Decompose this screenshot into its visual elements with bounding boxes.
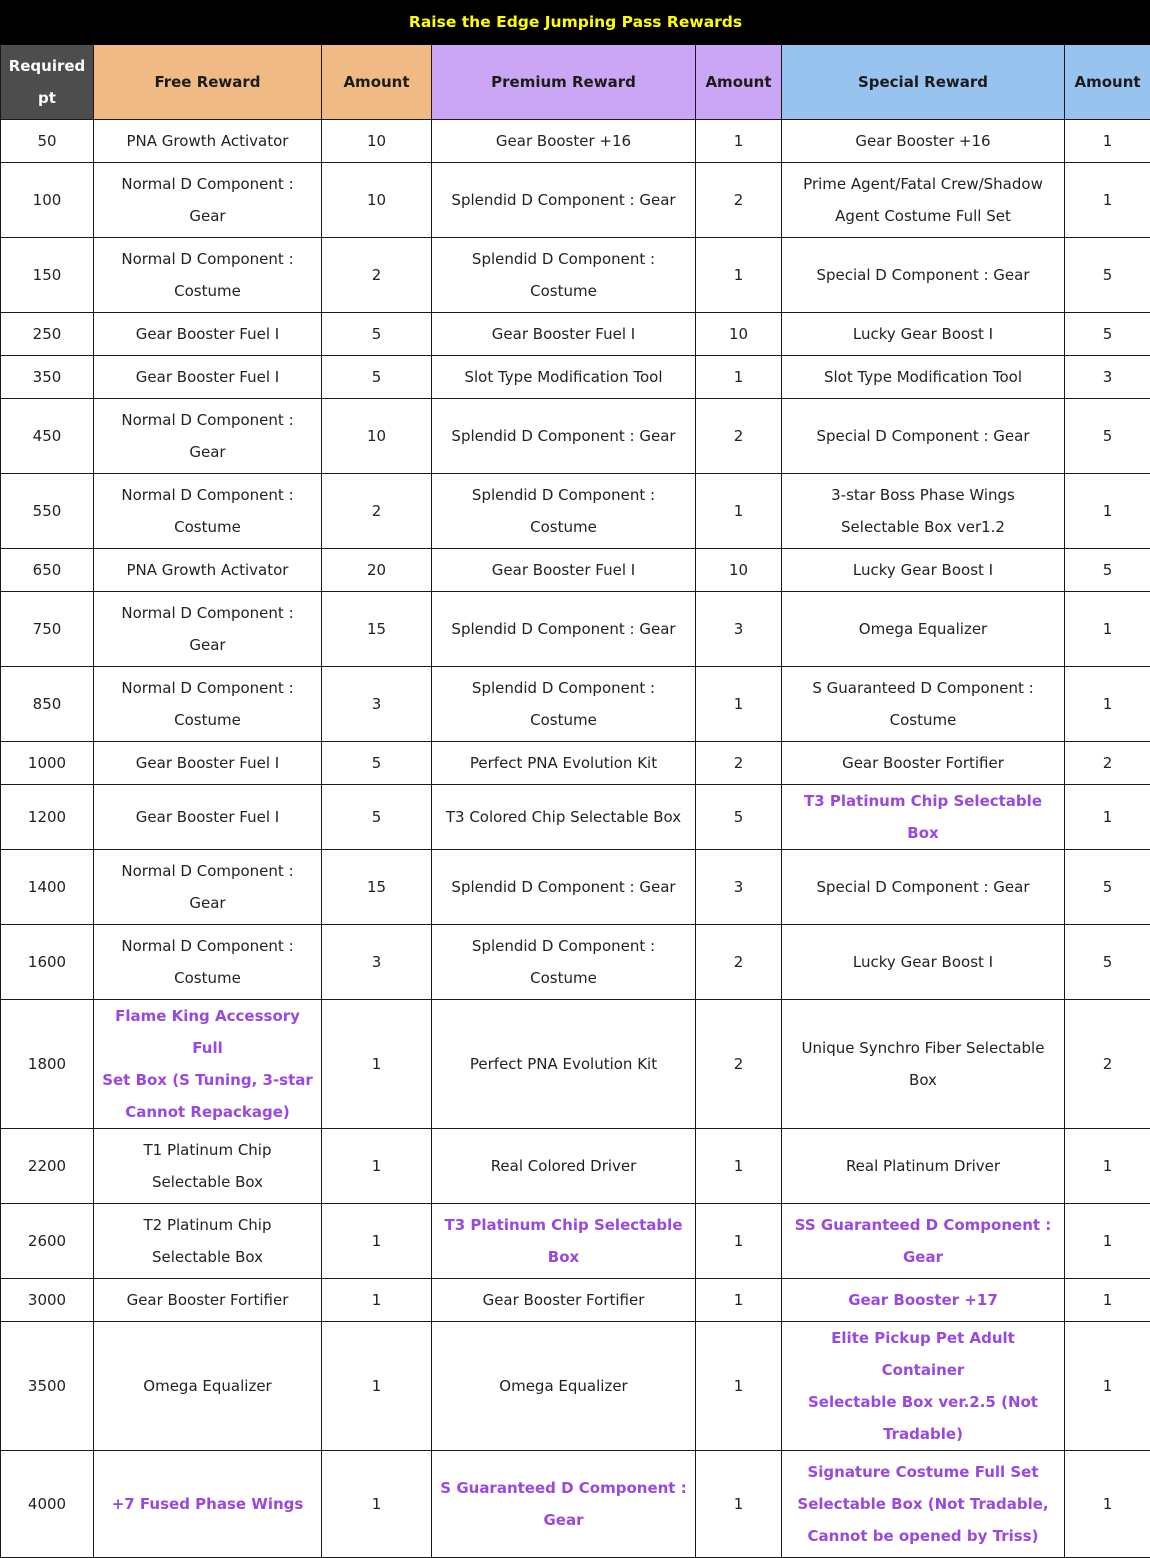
special-amount-cell: 1	[1065, 474, 1150, 549]
premium-reward-cell	[432, 549, 696, 592]
special-reward-cell	[782, 667, 1065, 742]
special-amount-cell: 5	[1065, 925, 1150, 1000]
free-reward-cell-line: Set Box (S Tuning, 3-star	[102, 1071, 313, 1089]
special-amount-cell: 1	[1065, 1279, 1150, 1322]
special-amount-cell: 5	[1065, 238, 1150, 313]
free-reward-cell	[94, 1279, 322, 1322]
free-amount-cell: 5	[322, 313, 432, 356]
free-reward-cell	[94, 1322, 322, 1451]
special-reward-cell-line: Real Platinum Driver	[846, 1157, 1000, 1175]
free-amount-cell: 1	[322, 1204, 432, 1279]
free-reward-cell-line: Normal D Component :	[121, 679, 293, 697]
free-amount-cell: 15	[322, 850, 432, 925]
required-pt-cell: 1600	[1, 925, 94, 1000]
required-pt-cell: 850	[1, 667, 94, 742]
special-amount-cell: 5	[1065, 313, 1150, 356]
premium-reward-cell-line: Costume	[530, 282, 597, 300]
special-amount-cell: 1	[1065, 592, 1150, 667]
free-reward-cell-line: Costume	[174, 969, 241, 987]
table-row	[1, 399, 1150, 474]
premium-reward-cell	[432, 1279, 696, 1322]
special-reward-cell-line: T3 Platinum Chip Selectable Box	[804, 792, 1042, 842]
header-free-amount: Amount	[322, 45, 432, 120]
special-reward-cell-line: Prime Agent/Fatal Crew/Shadow	[803, 175, 1043, 193]
premium-reward-cell-line: Gear Booster Fortifier	[483, 1291, 645, 1309]
premium-reward-cell-line: Splendid D Component :	[472, 937, 655, 955]
free-amount-cell: 1	[322, 1322, 432, 1451]
free-reward-cell-line: Costume	[174, 711, 241, 729]
table-row	[1, 1451, 1150, 1558]
special-reward-cell-line: Selectable Box (Not Tradable,	[797, 1495, 1048, 1513]
special-reward-cell	[782, 742, 1065, 785]
special-reward-cell-line: Selectable Box ver1.2	[841, 518, 1005, 536]
table-row	[1, 238, 1150, 313]
special-reward-cell	[782, 1129, 1065, 1204]
premium-reward-cell	[432, 120, 696, 163]
special-reward-cell-line: Gear	[903, 1248, 943, 1266]
free-amount-cell: 2	[322, 474, 432, 549]
table-row	[1, 1000, 1150, 1129]
special-reward-cell-line: Slot Type Modification Tool	[824, 368, 1022, 386]
premium-reward-cell-line: Splendid D Component : Gear	[451, 191, 675, 209]
required-pt-cell: 750	[1, 592, 94, 667]
free-amount-cell: 3	[322, 925, 432, 1000]
table-row	[1, 925, 1150, 1000]
special-reward-cell-line: Gear Booster +16	[855, 132, 990, 150]
special-reward-cell-line: Agent Costume Full Set	[835, 207, 1011, 225]
premium-reward-cell	[432, 592, 696, 667]
required-pt-cell: 1000	[1, 742, 94, 785]
required-pt-cell: 2200	[1, 1129, 94, 1204]
special-reward-cell-line: Special D Component : Gear	[816, 878, 1029, 896]
free-reward-cell-line: Gear Booster Fuel I	[136, 808, 279, 826]
premium-reward-cell	[432, 474, 696, 549]
premium-amount-cell: 2	[696, 742, 782, 785]
table-row	[1, 163, 1150, 238]
special-reward-cell-line: Lucky Gear Boost I	[853, 325, 993, 343]
special-reward-cell-line: Elite Pickup Pet Adult Container	[831, 1329, 1015, 1379]
table-body	[1, 120, 1150, 1558]
special-reward-cell-line: Lucky Gear Boost I	[853, 561, 993, 579]
premium-reward-cell-line: Costume	[530, 711, 597, 729]
table-row	[1, 474, 1150, 549]
header-premium-amount: Amount	[696, 45, 782, 120]
special-reward-cell	[782, 592, 1065, 667]
required-pt-cell: 2600	[1, 1204, 94, 1279]
required-pt-cell: 650	[1, 549, 94, 592]
premium-reward-cell	[432, 850, 696, 925]
table-row	[1, 120, 1150, 163]
premium-reward-cell	[432, 356, 696, 399]
special-reward-cell-line: 3-star Boss Phase Wings	[831, 486, 1015, 504]
premium-amount-cell: 1	[696, 1129, 782, 1204]
premium-reward-cell-line: Splendid D Component : Gear	[451, 620, 675, 638]
free-amount-cell: 5	[322, 356, 432, 399]
free-reward-cell-line: Normal D Component :	[121, 937, 293, 955]
free-amount-cell: 1	[322, 1000, 432, 1129]
premium-reward-cell	[432, 742, 696, 785]
special-amount-cell: 2	[1065, 1000, 1150, 1129]
premium-amount-cell: 3	[696, 850, 782, 925]
free-amount-cell: 10	[322, 120, 432, 163]
free-reward-cell	[94, 742, 322, 785]
table-row	[1, 742, 1150, 785]
free-reward-cell	[94, 549, 322, 592]
premium-amount-cell: 2	[696, 925, 782, 1000]
premium-reward-cell	[432, 785, 696, 850]
free-reward-cell	[94, 163, 322, 238]
premium-reward-cell	[432, 163, 696, 238]
free-reward-cell	[94, 238, 322, 313]
premium-reward-cell	[432, 1204, 696, 1279]
table-row	[1, 1204, 1150, 1279]
premium-amount-cell: 1	[696, 667, 782, 742]
premium-amount-cell: 10	[696, 549, 782, 592]
free-amount-cell: 5	[322, 742, 432, 785]
premium-reward-cell-line: Slot Type Modification Tool	[464, 368, 662, 386]
premium-amount-cell: 1	[696, 1322, 782, 1451]
free-amount-cell: 10	[322, 399, 432, 474]
premium-reward-cell-line: S Guaranteed D Component :	[440, 1479, 686, 1497]
premium-amount-cell: 1	[696, 356, 782, 399]
special-reward-cell	[782, 1451, 1065, 1558]
free-amount-cell: 3	[322, 667, 432, 742]
free-amount-cell: 2	[322, 238, 432, 313]
free-reward-cell-line: Flame King Accessory Full	[115, 1007, 300, 1057]
free-reward-cell-line: Gear	[189, 894, 225, 912]
required-pt-cell: 1800	[1, 1000, 94, 1129]
header-special-amount: Amount	[1065, 45, 1150, 120]
premium-reward-cell	[432, 399, 696, 474]
premium-reward-cell	[432, 1451, 696, 1558]
special-amount-cell: 5	[1065, 549, 1150, 592]
premium-amount-cell: 3	[696, 592, 782, 667]
special-reward-cell-line: Gear Booster +17	[848, 1291, 998, 1309]
required-pt-cell: 250	[1, 313, 94, 356]
free-amount-cell: 20	[322, 549, 432, 592]
premium-reward-cell-line: Splendid D Component : Gear	[451, 427, 675, 445]
premium-reward-cell-line: Box	[548, 1248, 579, 1266]
premium-reward-cell	[432, 667, 696, 742]
required-pt-cell: 1400	[1, 850, 94, 925]
premium-reward-cell-line: Perfect PNA Evolution Kit	[470, 1055, 657, 1073]
free-reward-cell	[94, 1204, 322, 1279]
premium-reward-cell	[432, 925, 696, 1000]
special-reward-cell-line: Omega Equalizer	[859, 620, 987, 638]
header-free-reward: Free Reward	[94, 45, 322, 120]
premium-amount-cell: 2	[696, 163, 782, 238]
premium-amount-cell: 2	[696, 399, 782, 474]
premium-reward-cell-line: Gear	[543, 1511, 583, 1529]
special-reward-cell	[782, 474, 1065, 549]
special-reward-cell-line: Lucky Gear Boost I	[853, 953, 993, 971]
premium-reward-cell-line: Splendid D Component : Gear	[451, 878, 675, 896]
free-reward-cell	[94, 850, 322, 925]
special-reward-cell	[782, 313, 1065, 356]
premium-amount-cell: 2	[696, 1000, 782, 1129]
premium-reward-cell	[432, 1000, 696, 1129]
premium-reward-cell	[432, 238, 696, 313]
special-amount-cell: 1	[1065, 667, 1150, 742]
header-required-pt	[1, 45, 94, 120]
free-reward-cell-line: T2 Platinum Chip	[144, 1216, 272, 1234]
free-reward-cell-line: Selectable Box	[152, 1248, 263, 1266]
special-amount-cell: 1	[1065, 1129, 1150, 1204]
special-reward-cell	[782, 549, 1065, 592]
required-pt-cell: 50	[1, 120, 94, 163]
premium-amount-cell: 10	[696, 313, 782, 356]
special-reward-cell	[782, 1204, 1065, 1279]
premium-reward-cell-line: Gear Booster +16	[496, 132, 631, 150]
special-reward-cell	[782, 925, 1065, 1000]
table-row	[1, 785, 1150, 850]
free-reward-cell	[94, 120, 322, 163]
free-reward-cell-line: Normal D Component :	[121, 604, 293, 622]
required-pt-cell: 150	[1, 238, 94, 313]
special-reward-cell	[782, 238, 1065, 313]
special-reward-cell	[782, 1000, 1065, 1129]
special-reward-cell	[782, 1322, 1065, 1451]
special-reward-cell-line: Cannot be opened by Triss)	[808, 1527, 1039, 1545]
special-reward-cell	[782, 163, 1065, 238]
special-amount-cell: 2	[1065, 742, 1150, 785]
table-row	[1, 1322, 1150, 1451]
special-amount-cell: 1	[1065, 785, 1150, 850]
free-reward-cell-line: Gear	[189, 443, 225, 461]
free-reward-cell-line: T1 Platinum Chip	[144, 1141, 272, 1159]
premium-reward-cell	[432, 1129, 696, 1204]
table-row	[1, 667, 1150, 742]
special-reward-cell	[782, 1279, 1065, 1322]
special-reward-cell-line: Tradable)	[883, 1425, 963, 1443]
required-pt-cell: 550	[1, 474, 94, 549]
special-reward-cell-line: Costume	[890, 711, 957, 729]
special-reward-cell-line: Special D Component : Gear	[816, 427, 1029, 445]
table-row	[1, 549, 1150, 592]
free-reward-cell-line: PNA Growth Activator	[127, 132, 289, 150]
premium-reward-cell-line: T3 Colored Chip Selectable Box	[446, 808, 681, 826]
free-reward-cell-line: Gear Booster Fuel I	[136, 368, 279, 386]
premium-reward-cell-line: Gear Booster Fuel I	[492, 561, 635, 579]
special-reward-cell-line: Selectable Box ver.2.5 (Not	[808, 1393, 1038, 1411]
free-reward-cell-line: Omega Equalizer	[143, 1377, 271, 1395]
free-amount-cell: 15	[322, 592, 432, 667]
special-amount-cell: 1	[1065, 1322, 1150, 1451]
free-reward-cell	[94, 785, 322, 850]
premium-reward-cell-line: Splendid D Component :	[472, 250, 655, 268]
special-amount-cell: 5	[1065, 399, 1150, 474]
special-reward-cell	[782, 399, 1065, 474]
required-pt-cell: 3500	[1, 1322, 94, 1451]
table-row	[1, 1279, 1150, 1322]
free-reward-cell-line: Gear	[189, 207, 225, 225]
header-special-reward: Special Reward	[782, 45, 1065, 120]
premium-reward-cell-line: Real Colored Driver	[491, 1157, 637, 1175]
free-reward-cell-line: Cannot Repackage)	[125, 1103, 290, 1121]
required-pt-cell: 4000	[1, 1451, 94, 1558]
special-reward-cell	[782, 356, 1065, 399]
table-row	[1, 1129, 1150, 1204]
free-reward-cell	[94, 1000, 322, 1129]
special-amount-cell: 3	[1065, 356, 1150, 399]
required-pt-cell: 350	[1, 356, 94, 399]
premium-amount-cell: 1	[696, 1451, 782, 1558]
required-pt-cell: 1200	[1, 785, 94, 850]
premium-reward-cell	[432, 313, 696, 356]
special-amount-cell: 5	[1065, 850, 1150, 925]
premium-reward-cell-line: Costume	[530, 518, 597, 536]
required-pt-cell: 450	[1, 399, 94, 474]
premium-amount-cell: 1	[696, 120, 782, 163]
premium-amount-cell: 1	[696, 1279, 782, 1322]
free-reward-cell-line: Normal D Component :	[121, 250, 293, 268]
free-reward-cell	[94, 1451, 322, 1558]
free-reward-cell-line: Selectable Box	[152, 1173, 263, 1191]
free-reward-cell-line: Costume	[174, 518, 241, 536]
free-reward-cell-line: Normal D Component :	[121, 486, 293, 504]
special-reward-cell	[782, 850, 1065, 925]
free-reward-cell-line: Gear Booster Fuel I	[136, 325, 279, 343]
free-reward-cell-line: Costume	[174, 282, 241, 300]
special-amount-cell: 1	[1065, 163, 1150, 238]
special-reward-cell-line: Gear Booster Fortifier	[842, 754, 1004, 772]
free-reward-cell-line: PNA Growth Activator	[127, 561, 289, 579]
special-reward-cell-line: Special D Component : Gear	[816, 266, 1029, 284]
premium-amount-cell: 1	[696, 474, 782, 549]
special-amount-cell: 1	[1065, 1204, 1150, 1279]
required-pt-cell: 100	[1, 163, 94, 238]
special-reward-cell	[782, 785, 1065, 850]
premium-reward-cell-line: Gear Booster Fuel I	[492, 325, 635, 343]
special-amount-cell: 1	[1065, 1451, 1150, 1558]
premium-reward-cell-line: Splendid D Component :	[472, 679, 655, 697]
premium-reward-cell-line: Splendid D Component :	[472, 486, 655, 504]
special-reward-cell-line: Box	[909, 1071, 937, 1089]
special-amount-cell: 1	[1065, 120, 1150, 163]
table-title: Raise the Edge Jumping Pass Rewards	[1, 1, 1150, 45]
free-amount-cell: 1	[322, 1129, 432, 1204]
free-reward-cell-line: Normal D Component :	[121, 862, 293, 880]
premium-reward-cell	[432, 1322, 696, 1451]
table-row	[1, 356, 1150, 399]
free-reward-cell	[94, 474, 322, 549]
special-reward-cell	[782, 120, 1065, 163]
premium-reward-cell-line: T3 Platinum Chip Selectable	[445, 1216, 683, 1234]
table-row	[1, 592, 1150, 667]
header-required-line1: Required	[9, 57, 86, 75]
free-reward-cell	[94, 925, 322, 1000]
required-pt-cell: 3000	[1, 1279, 94, 1322]
free-reward-cell	[94, 313, 322, 356]
special-reward-cell-line: Signature Costume Full Set	[807, 1463, 1038, 1481]
premium-amount-cell: 1	[696, 238, 782, 313]
header-premium-reward: Premium Reward	[432, 45, 696, 120]
premium-amount-cell: 5	[696, 785, 782, 850]
free-amount-cell: 10	[322, 163, 432, 238]
table-row	[1, 313, 1150, 356]
free-reward-cell	[94, 667, 322, 742]
premium-reward-cell-line: Omega Equalizer	[499, 1377, 627, 1395]
free-reward-cell-line: Gear Booster Fuel I	[136, 754, 279, 772]
free-amount-cell: 1	[322, 1451, 432, 1558]
free-reward-cell	[94, 1129, 322, 1204]
free-amount-cell: 5	[322, 785, 432, 850]
free-reward-cell	[94, 356, 322, 399]
header-required-line2: pt	[38, 89, 56, 107]
free-reward-cell-line: +7 Fused Phase Wings	[112, 1495, 304, 1513]
special-reward-cell-line: Unique Synchro Fiber Selectable	[802, 1039, 1045, 1057]
special-reward-cell-line: SS Guaranteed D Component :	[795, 1216, 1052, 1234]
free-reward-cell-line: Gear Booster Fortifier	[127, 1291, 289, 1309]
premium-reward-cell-line: Perfect PNA Evolution Kit	[470, 754, 657, 772]
free-reward-cell	[94, 399, 322, 474]
free-reward-cell-line: Normal D Component :	[121, 411, 293, 429]
header-row	[1, 45, 1150, 120]
free-amount-cell: 1	[322, 1279, 432, 1322]
premium-reward-cell-line: Costume	[530, 969, 597, 987]
free-reward-cell-line: Normal D Component :	[121, 175, 293, 193]
premium-amount-cell: 1	[696, 1204, 782, 1279]
table-row	[1, 850, 1150, 925]
free-reward-cell	[94, 592, 322, 667]
free-reward-cell-line: Gear	[189, 636, 225, 654]
special-reward-cell-line: S Guaranteed D Component :	[812, 679, 1033, 697]
